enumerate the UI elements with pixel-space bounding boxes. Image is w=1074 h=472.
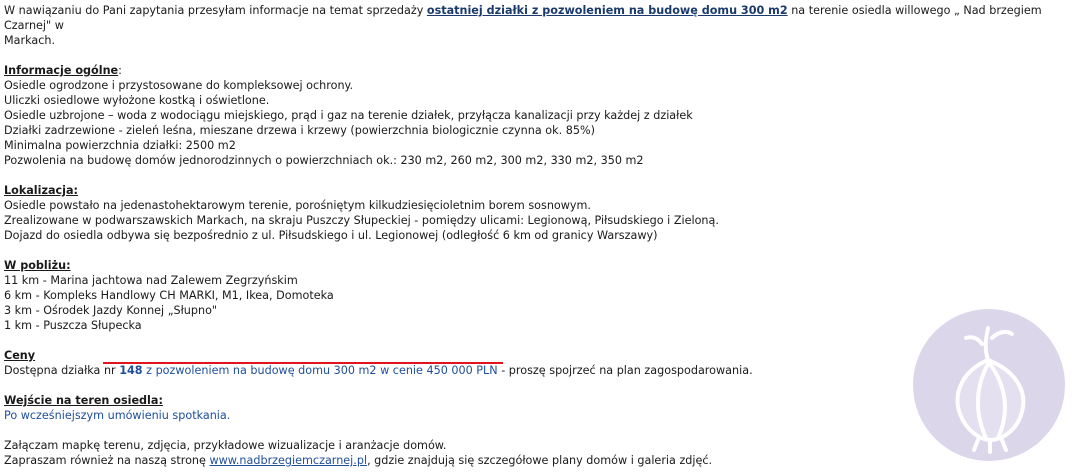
location-line: Osiedle powstało na jedenastohektarowym terenie, porośniętym kilkudziesięcioletnim borem sosnowym.: [4, 199, 591, 212]
general-info-heading: Informacje ogólne: [4, 64, 119, 77]
garlic-bulb-icon: [912, 308, 1066, 462]
location-heading: Lokalizacja:: [4, 184, 79, 197]
entry-heading: Wejście na teren osiedla:: [4, 394, 163, 407]
general-line: Uliczki osiedlowe wyłożone kostką i oświetlone.: [4, 94, 270, 107]
nearby-line: 11 km - Marina jachtowa nad Zalewem Zegrzyńskim: [4, 274, 298, 287]
closing-line1: Załączam mapkę terenu, zdjęcia, przykładowe wizualizacje i aranżacje domów.: [4, 439, 447, 452]
location-line: Dojazd do osiedla odbywa się bezpośrednio z ul. Piłsudskiego i ul. Legionowej (odległość 6 km od granicy Warszawy): [4, 229, 658, 242]
price-line: [4, 363, 1070, 378]
price-prefix: Dostępna działka nr: [4, 364, 120, 377]
location-line: Zrealizowane w podwarszawskich Markach, na skraju Puszczy Słupeckiej - pomiędzy ulicami: Legionową, Piłsudskiego i Zieloną.: [4, 214, 719, 227]
entry-line: Po wcześniejszym umówieniu spotkania.: [4, 409, 231, 422]
intro-text-after: na terenie osiedla willowego „ Nad brzegiem Czarnej" w: [4, 4, 1042, 32]
closing-line2: [4, 453, 1070, 468]
red-underline: [103, 362, 503, 364]
closing-line2-before: Zapraszam również na naszą stronę: [4, 454, 210, 467]
general-line: Działki zadrzewione - zieleń leśna, mieszane drzewa i krzewy (powierzchnia biologicznie czynna ok. 85%): [4, 124, 595, 137]
email-body: [4, 3, 1070, 468]
closing-line2-after: , gdzie znajdują się szczegółowe plany domów i galeria zdjęć.: [367, 454, 713, 467]
general-line: Minimalna powierzchnia działki: 2500 m2: [4, 139, 236, 152]
intro-text-before: W nawiązaniu do Pani zapytania przesyłam informacje na temat sprzedaży: [4, 4, 427, 17]
price-suffix: - proszę spojrzeć na plan zagospodarowania.: [497, 364, 753, 377]
general-line: Pozwolenia na budowę domów jednorodzinnych o powierzchniach ok.: 230 m2, 260 m2, 300 m2, 330 m2, 350 m2: [4, 154, 644, 167]
general-info-section: [4, 63, 1070, 168]
general-line: Osiedle ogrodzone i przystosowane do kompleksowej ochrony.: [4, 79, 354, 92]
intro-text-line2: Markach.: [4, 34, 56, 47]
price-highlight: z pozwoleniem na budowę domu 300 m2 w cenie 450 000 PLN: [142, 364, 498, 377]
closing-section: [4, 438, 1070, 468]
nearby-line: 1 km - Puszcza Słupecka: [4, 319, 142, 332]
nearby-heading: W pobliżu:: [4, 259, 71, 272]
prices-heading: Ceny: [4, 349, 36, 362]
entry-section: [4, 393, 1070, 423]
nearby-line: 3 km - Ośrodek Jazdy Konnej „Słupno": [4, 304, 218, 317]
nearby-line: 6 km - Kompleks Handlowy CH MARKI, M1, Ikea, Domoteka: [4, 289, 334, 302]
general-info-colon: :: [118, 64, 122, 77]
nearby-section: [4, 258, 1070, 333]
plot-number: 148: [119, 364, 143, 377]
general-line: Osiedle uzbrojone – woda z wodociągu miejskiego, prąd i gaz na terenie działek, przyłącza kanalizacji przy każdej z działek: [4, 109, 693, 122]
intro-paragraph: [4, 3, 1070, 48]
website-link[interactable]: www.nadbrzegiemczarnej.pl: [209, 454, 368, 467]
location-section: [4, 183, 1070, 243]
offer-link[interactable]: ostatniej działki z pozwoleniem na budowę domu 300 m2: [426, 4, 788, 17]
